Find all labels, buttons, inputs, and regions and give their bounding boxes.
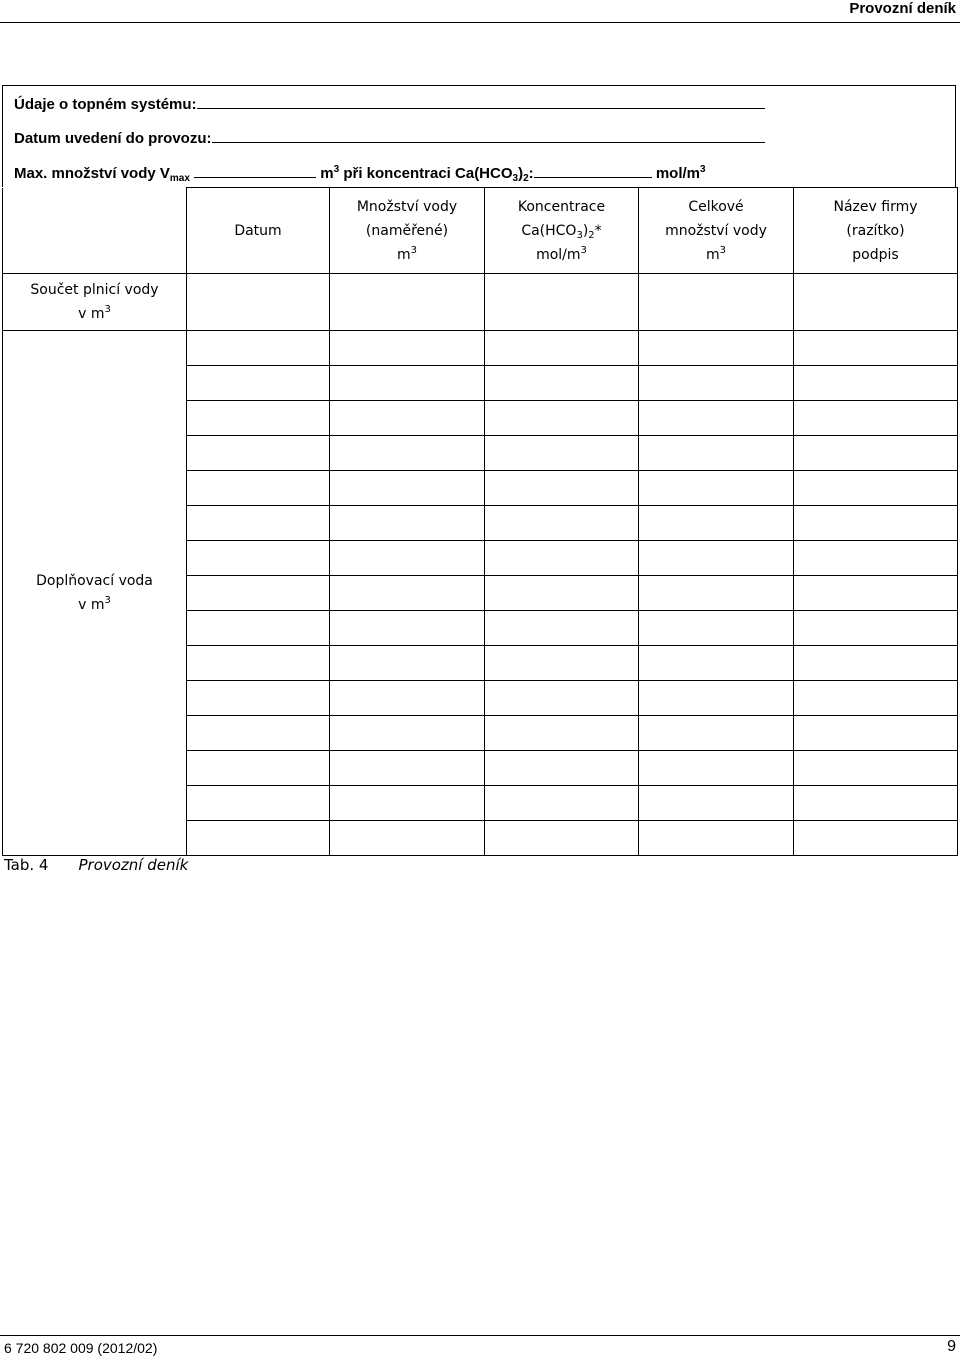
table-cell[interactable]	[794, 716, 958, 751]
commissioning-field[interactable]	[212, 128, 765, 143]
footer-page-number: 9	[947, 1338, 956, 1355]
table-cell[interactable]	[330, 471, 485, 506]
table-cell[interactable]	[330, 751, 485, 786]
footer-doc-id: 6 720 802 009 (2012/02)	[4, 1340, 158, 1356]
col-header-koncentrace-line1: Koncentrace	[517, 198, 606, 215]
col-header-koncentrace	[485, 188, 639, 274]
soucet-unit: v m	[78, 306, 105, 322]
blank-header-cell	[3, 188, 187, 274]
table-cell[interactable]	[485, 331, 639, 366]
table-cell[interactable]	[639, 716, 794, 751]
table-cell[interactable]	[485, 576, 639, 611]
table-cell[interactable]	[485, 646, 639, 681]
table-cell[interactable]	[794, 331, 958, 366]
table-cell[interactable]	[639, 786, 794, 821]
table-cell[interactable]	[639, 506, 794, 541]
table-cell[interactable]	[794, 471, 958, 506]
table-cell[interactable]	[330, 541, 485, 576]
table-cell[interactable]	[330, 506, 485, 541]
table-cell[interactable]	[330, 681, 485, 716]
table-cell[interactable]	[485, 436, 639, 471]
table-cell[interactable]	[485, 611, 639, 646]
col-header-koncentrace-line2	[485, 219, 638, 243]
table-cell[interactable]	[794, 436, 958, 471]
col-header-nazev	[794, 188, 958, 274]
system-info-field[interactable]	[197, 94, 765, 109]
table-cell[interactable]	[330, 821, 485, 856]
table-cell[interactable]	[794, 751, 958, 786]
table-cell[interactable]	[330, 576, 485, 611]
side-label-soucet	[3, 274, 187, 331]
max-volume-label: Max. množství vody V	[14, 165, 170, 182]
max-volume-unit: m	[320, 165, 334, 182]
table-cell[interactable]	[330, 331, 485, 366]
table-cell[interactable]	[485, 541, 639, 576]
soucet-row	[3, 274, 958, 331]
table-cell[interactable]	[187, 541, 330, 576]
table-cell[interactable]	[794, 821, 958, 856]
concentration-colon: :	[528, 165, 534, 182]
table-cell[interactable]	[794, 401, 958, 436]
table-cell[interactable]	[794, 506, 958, 541]
footer-divider	[0, 1335, 960, 1336]
max-volume-unit-sup: 3	[333, 164, 340, 175]
col-header-mnozstvi-unit: m	[396, 246, 411, 263]
table-cell[interactable]	[639, 436, 794, 471]
col-header-mnozstvi-line3	[330, 243, 484, 267]
table-cell[interactable]	[330, 401, 485, 436]
col-header-nazev-line3: podpis	[852, 246, 899, 263]
mol-unit-sup: 3	[700, 164, 706, 175]
table-cell[interactable]	[639, 681, 794, 716]
side-label-doplnovaci	[3, 331, 187, 856]
header-row	[3, 188, 958, 274]
system-info-label: Údaje o topném systému:	[14, 96, 197, 113]
table-cell[interactable]	[187, 611, 330, 646]
table-cell[interactable]	[330, 786, 485, 821]
header-divider	[0, 22, 960, 23]
system-info-line	[14, 94, 765, 114]
max-volume-field[interactable]	[194, 163, 316, 178]
table-cell[interactable]	[330, 274, 485, 331]
max-subscript: max	[169, 173, 190, 184]
table-cell[interactable]	[794, 274, 958, 331]
table-cell[interactable]	[187, 681, 330, 716]
soucet-unit-sup: 3	[104, 304, 111, 315]
col-header-nazev-line2: (razítko)	[846, 222, 905, 239]
table-cell[interactable]	[485, 366, 639, 401]
table-cell[interactable]	[639, 821, 794, 856]
table-cell[interactable]	[639, 471, 794, 506]
table-cell[interactable]	[794, 681, 958, 716]
celkove-unit: m	[705, 246, 720, 263]
table-cell[interactable]	[485, 274, 639, 331]
soucet-line1: Součet plnicí vody	[30, 282, 159, 298]
col-header-nazev-line1: Název firmy	[833, 198, 918, 215]
concentration-label: při koncentraci Ca(HCO	[343, 165, 513, 182]
soucet-line2	[3, 302, 186, 326]
col-header-mnozstvi-sup: 3	[410, 244, 417, 256]
doplnovaci-line2	[3, 593, 186, 617]
doplnovaci-unit-sup: 3	[104, 595, 111, 606]
table-cell[interactable]	[187, 751, 330, 786]
table-cell[interactable]	[485, 716, 639, 751]
doplnovaci-line1: Doplňovací voda	[36, 573, 153, 589]
col-header-celkove-line3	[639, 243, 793, 267]
table-cell[interactable]	[639, 646, 794, 681]
koncentrace-sub-3: 3	[576, 229, 583, 241]
table-cell[interactable]	[330, 366, 485, 401]
table-cell[interactable]	[639, 541, 794, 576]
table-cell[interactable]	[187, 576, 330, 611]
concentration-sub-3: 3	[512, 173, 519, 184]
table-cell[interactable]	[187, 716, 330, 751]
concentration-field[interactable]	[534, 163, 652, 178]
col-header-celkove	[639, 188, 794, 274]
commissioning-label: Datum uvedení do provozu:	[14, 130, 212, 147]
table-cell[interactable]	[187, 331, 330, 366]
koncentrace-asterisk: *	[594, 222, 602, 239]
koncentrace-formula: Ca(HCO	[521, 222, 577, 239]
table-cell[interactable]	[485, 821, 639, 856]
table-cell[interactable]	[639, 401, 794, 436]
table-cell[interactable]	[187, 436, 330, 471]
table-cell[interactable]	[330, 436, 485, 471]
table-cell[interactable]	[639, 331, 794, 366]
table-cell[interactable]	[639, 274, 794, 331]
concentration-sub-2: 2	[523, 173, 529, 184]
celkove-unit-sup: 3	[719, 244, 726, 256]
table-cell[interactable]	[187, 821, 330, 856]
operating-log-table	[2, 187, 958, 856]
table-cell[interactable]	[485, 751, 639, 786]
table-cell[interactable]	[187, 646, 330, 681]
caption-number: Tab. 4	[4, 856, 49, 874]
table-row	[3, 331, 958, 366]
table-caption	[4, 856, 188, 874]
page-header-title: Provozní deník	[849, 0, 956, 17]
col-header-celkove-line1: Celkové	[688, 198, 744, 215]
table-cell[interactable]	[485, 681, 639, 716]
table-cell[interactable]	[187, 471, 330, 506]
table-cell[interactable]	[485, 401, 639, 436]
table-cell[interactable]	[485, 471, 639, 506]
table-cell[interactable]	[794, 366, 958, 401]
table-cell[interactable]	[485, 786, 639, 821]
caption-text: Provozní deník	[78, 856, 189, 874]
table-cell[interactable]	[639, 366, 794, 401]
table-cell[interactable]	[187, 506, 330, 541]
table-cell[interactable]	[639, 751, 794, 786]
table-cell[interactable]	[639, 576, 794, 611]
col-header-mnozstvi	[330, 188, 485, 274]
commissioning-line	[14, 128, 765, 148]
table-cell[interactable]	[187, 366, 330, 401]
table-cell[interactable]	[794, 611, 958, 646]
table-cell[interactable]	[187, 401, 330, 436]
col-header-celkove-line2: množství vody	[665, 222, 767, 239]
concentration-paren: )	[518, 165, 524, 182]
table-cell[interactable]	[794, 576, 958, 611]
col-header-datum: Datum	[187, 188, 330, 274]
table-cell[interactable]	[330, 716, 485, 751]
col-header-mnozstvi-line2: (naměřené)	[365, 222, 449, 239]
mol-unit: mol/m	[655, 165, 701, 182]
koncentrace-unit: mol/m	[536, 246, 581, 263]
col-header-mnozstvi-line1: Množství vody	[356, 198, 458, 215]
koncentrace-unit-sup: 3	[580, 244, 587, 256]
table-cell[interactable]	[794, 646, 958, 681]
table-cell[interactable]	[639, 611, 794, 646]
table-cell[interactable]	[485, 506, 639, 541]
table-cell[interactable]	[330, 611, 485, 646]
doplnovaci-unit: v m	[78, 597, 105, 613]
table-cell[interactable]	[187, 786, 330, 821]
max-volume-line	[14, 163, 706, 183]
table-cell[interactable]	[794, 786, 958, 821]
table-cell[interactable]	[794, 541, 958, 576]
table-cell[interactable]	[187, 274, 330, 331]
system-info-box	[2, 85, 956, 187]
col-header-koncentrace-line3	[485, 243, 638, 267]
koncentrace-paren: )	[582, 222, 589, 239]
table-cell[interactable]	[330, 646, 485, 681]
koncentrace-sub-2: 2	[588, 229, 595, 241]
